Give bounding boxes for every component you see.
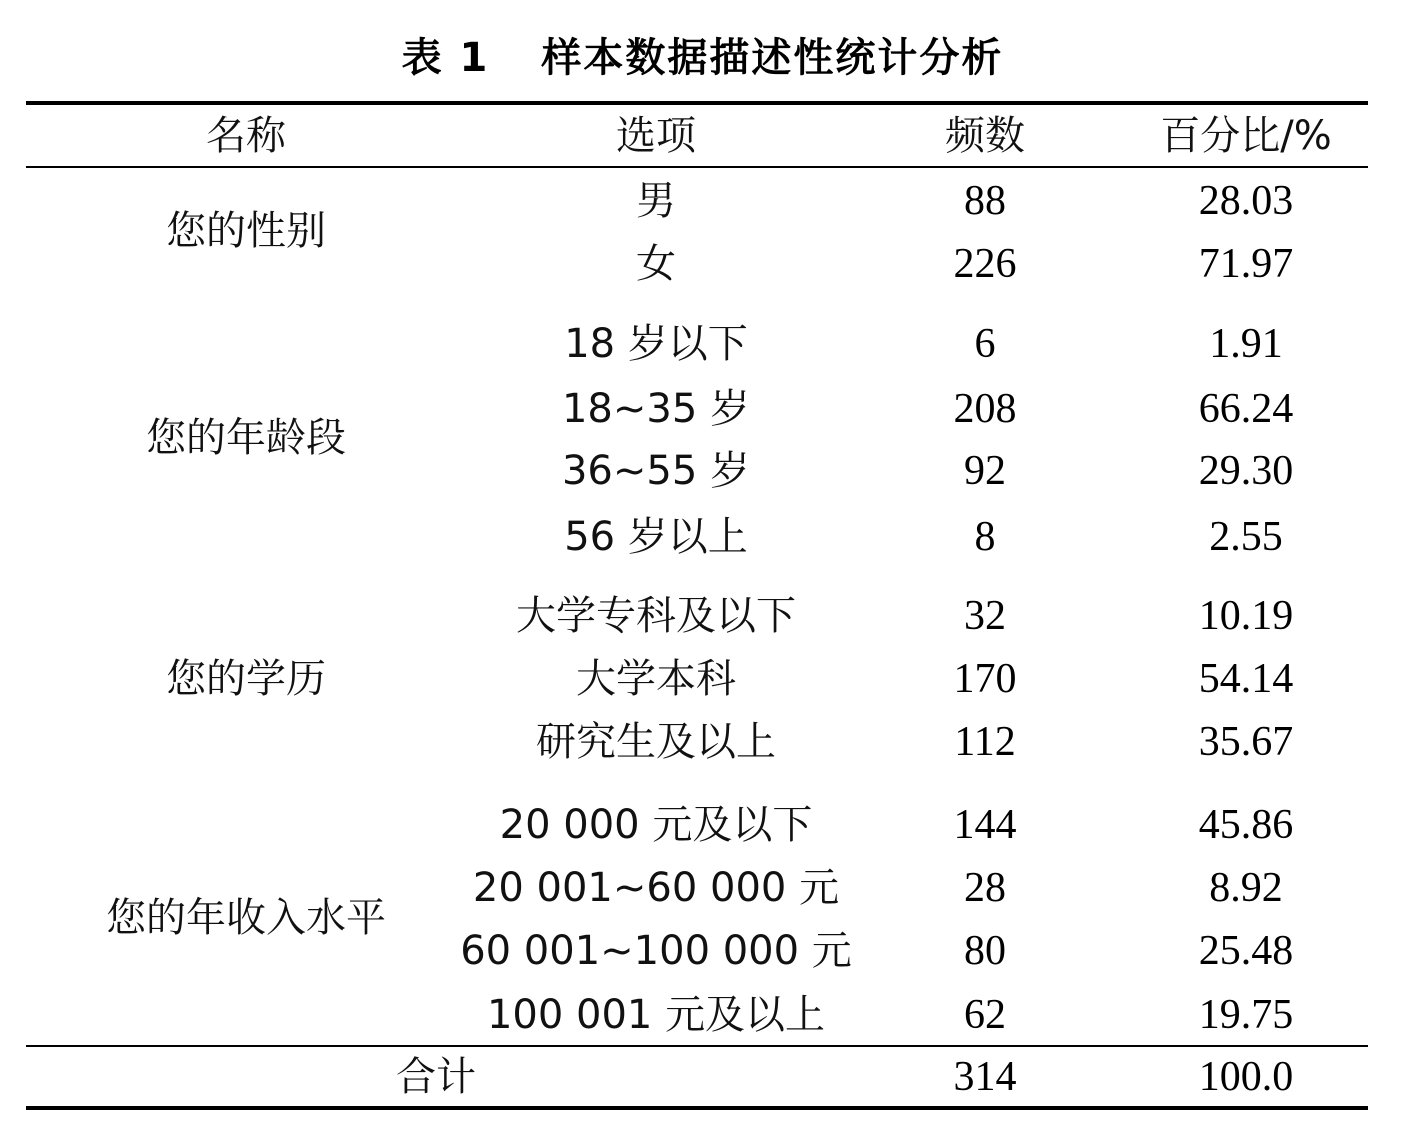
percent-cell: 1.91 (1209, 321, 1283, 367)
header-name: 名称 (206, 113, 286, 159)
option-cell: 大学本科 (576, 656, 736, 702)
option-cell: 20 001~60 000 元 (472, 865, 840, 911)
frequency-cell: 170 (953, 656, 1017, 702)
header-percent: 百分比/% (1160, 113, 1332, 159)
frequency-cell: 88 (964, 178, 1006, 224)
group-name-age: 您的年龄段 (146, 415, 346, 461)
frequency-cell: 92 (964, 448, 1006, 494)
option-cell: 18 岁以下 (564, 321, 748, 367)
percent-cell: 10.19 (1198, 593, 1294, 639)
table-caption-label: 表 1 (401, 35, 490, 81)
option-cell: 男 (636, 178, 676, 224)
percent-cell: 19.75 (1198, 992, 1294, 1038)
option-cell: 大学专科及以下 (516, 593, 796, 639)
group-name-gender: 您的性别 (166, 208, 326, 254)
option-cell: 36~55 岁 (561, 448, 751, 494)
group-name-education: 您的学历 (166, 656, 326, 702)
frequency-cell: 112 (954, 719, 1016, 765)
percent-cell: 25.48 (1198, 928, 1294, 974)
option-cell: 100 001 元及以上 (486, 992, 826, 1038)
header-rule (26, 166, 1368, 168)
option-cell: 研究生及以上 (536, 719, 776, 765)
percent-cell: 71.97 (1198, 241, 1294, 287)
percent-cell: 2.55 (1209, 514, 1283, 560)
percent-cell: 66.24 (1198, 386, 1294, 432)
percent-cell: 29.30 (1198, 448, 1294, 494)
frequency-cell: 208 (953, 386, 1017, 432)
header-option: 选项 (616, 113, 696, 159)
percent-cell: 45.86 (1198, 802, 1294, 848)
total-rule (26, 1045, 1368, 1047)
option-cell: 20 000 元及以下 (499, 802, 813, 848)
option-cell: 18~35 岁 (561, 386, 751, 432)
header-frequency: 频数 (945, 113, 1025, 159)
frequency-cell: 6 (974, 321, 996, 367)
option-cell: 60 001~100 000 元 (460, 928, 852, 974)
frequency-cell: 226 (953, 241, 1017, 287)
percent-cell: 28.03 (1198, 178, 1294, 224)
percent-cell: 8.92 (1209, 865, 1283, 911)
table-caption-title: 样本数据描述性统计分析 (541, 35, 1004, 81)
group-name-income: 您的年收入水平 (106, 895, 386, 941)
frequency-cell: 80 (964, 928, 1006, 974)
frequency-cell: 144 (953, 802, 1017, 848)
total-label: 合计 (396, 1054, 476, 1100)
frequency-cell: 8 (974, 514, 996, 560)
total-percent: 100.0 (1198, 1054, 1294, 1100)
percent-cell: 54.14 (1198, 656, 1294, 702)
percent-cell: 35.67 (1198, 719, 1294, 765)
frequency-cell: 32 (964, 593, 1006, 639)
total-frequency: 314 (953, 1054, 1017, 1100)
table-caption (0, 30, 1405, 86)
option-cell: 女 (636, 241, 676, 287)
frequency-cell: 62 (964, 992, 1006, 1038)
bottom-rule (26, 1106, 1368, 1110)
option-cell: 56 岁以上 (564, 514, 748, 560)
top-rule (26, 101, 1368, 105)
frequency-cell: 28 (964, 865, 1006, 911)
